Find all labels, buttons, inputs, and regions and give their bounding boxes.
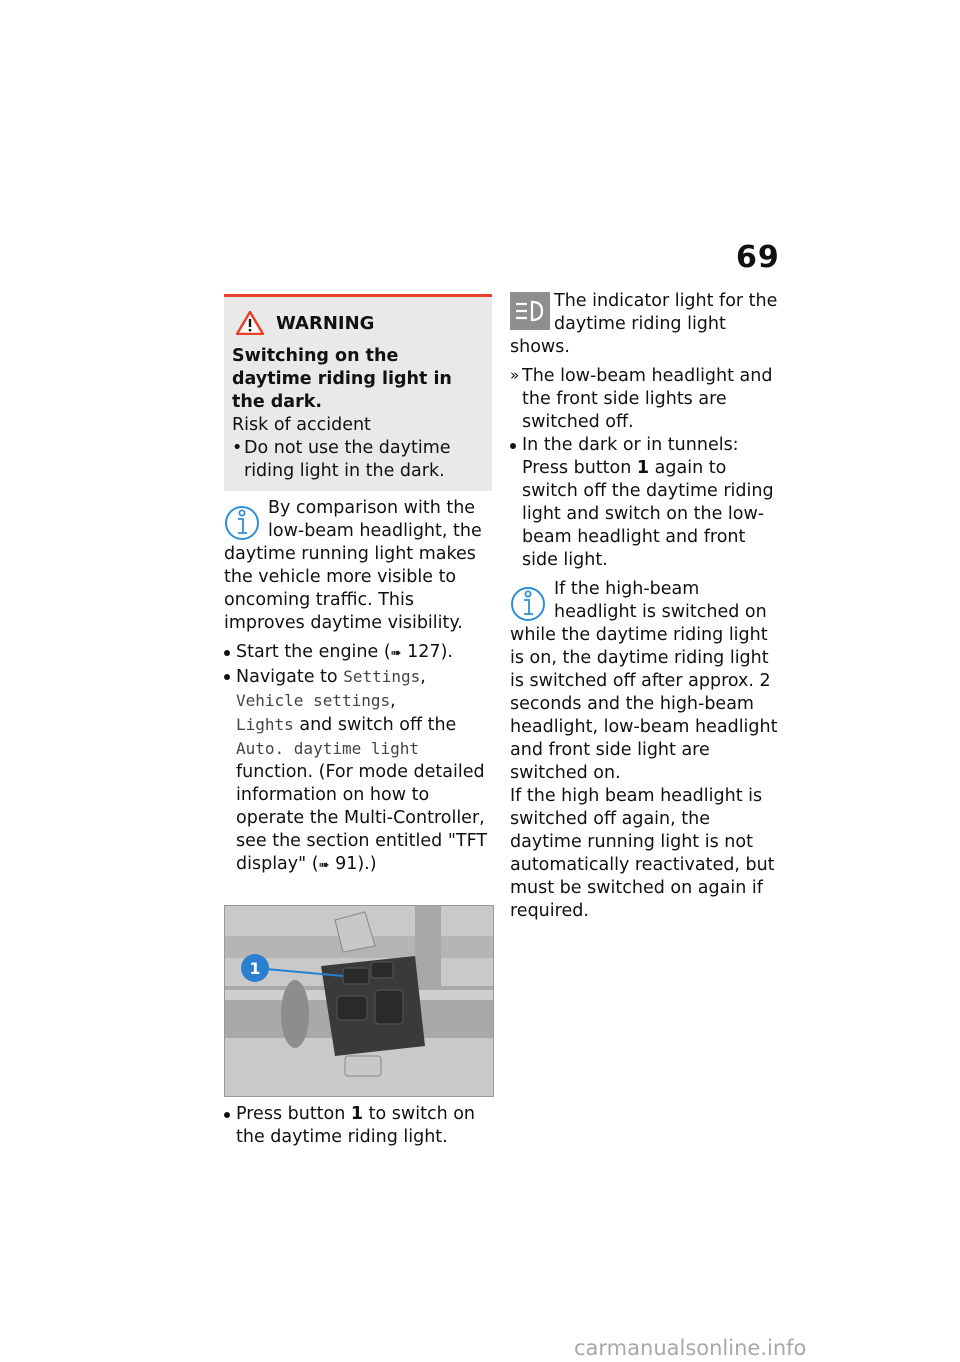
result-text: » The low-beam headlight and the front side lights are switched off. — [510, 365, 780, 434]
daytime-light-indicator-icon — [510, 292, 550, 330]
handlebar-switch-photo — [224, 905, 494, 1097]
page-ref[interactable]: 91 — [335, 854, 358, 874]
menu-settings: Settings — [343, 667, 421, 686]
info-icon — [224, 499, 264, 543]
callout-number: 1 — [249, 959, 261, 978]
info-note-high-beam — [510, 578, 780, 785]
page-ref-arrow-icon: ➠ — [318, 858, 330, 873]
warning-bullet: • Do not use the daytime riding light in the dark. — [232, 437, 484, 483]
info-extra: If the high beam headlight is switched off again, the daytime running light is not automatically reactivated, but must be switched on again if required. — [510, 786, 775, 921]
menu-lights: Lights — [236, 715, 294, 734]
warning-box — [224, 294, 492, 491]
page-ref-arrow-icon: ➠ — [390, 646, 402, 661]
step-navigate: Navigate to Settings, Vehicle settings, Lights and switch off the Auto. daytime light function. (For mode detailed information on how to operate the Multi-Controller, see the section entitled "TFT display" (➠ 91).) — [224, 665, 494, 877]
info-text: If the high-beam headlight is switched on while the daytime riding light is on, the daytime riding light is switched off after approx. 2 seconds and the high-beam headlight, low-beam headlight and front side light are switched on. — [510, 579, 778, 783]
menu-vehicle-settings: Vehicle settings — [236, 691, 391, 710]
warning-title: Switching on the daytime riding light in the dark. — [232, 346, 452, 412]
right-column — [510, 290, 780, 923]
step-dark: In the dark or in tunnels: Press button 1 again to switch off the daytime riding light and switch on the low-beam headlight and front side light. — [510, 434, 780, 572]
info-text: By comparison with the low-beam headlight, the daytime running light makes the vehicle more visible to oncoming traffic. This improves daytime visibility. — [224, 498, 482, 633]
indicator-note: The indicator light for the daytime riding light shows. — [510, 291, 778, 357]
step-start-engine: Start the engine (➠ 127). — [224, 641, 494, 665]
left-column — [224, 294, 494, 1149]
info-icon — [510, 580, 550, 624]
warning-triangle-icon — [236, 311, 264, 335]
menu-auto-daytime-light: Auto. daytime light — [236, 739, 420, 758]
handlebar-switch-illustration — [225, 906, 493, 1096]
info-note — [224, 497, 494, 635]
watermark: carmanualsonline.info — [574, 1336, 807, 1360]
page-number: 69 — [736, 240, 780, 275]
warning-header — [232, 311, 484, 335]
warning-risk: Risk of accident — [232, 415, 371, 435]
step-press-button: Press button 1 to switch on the daytime riding light. — [224, 1103, 494, 1149]
warning-label: WARNING — [276, 312, 375, 334]
page-ref[interactable]: 127 — [407, 642, 441, 662]
